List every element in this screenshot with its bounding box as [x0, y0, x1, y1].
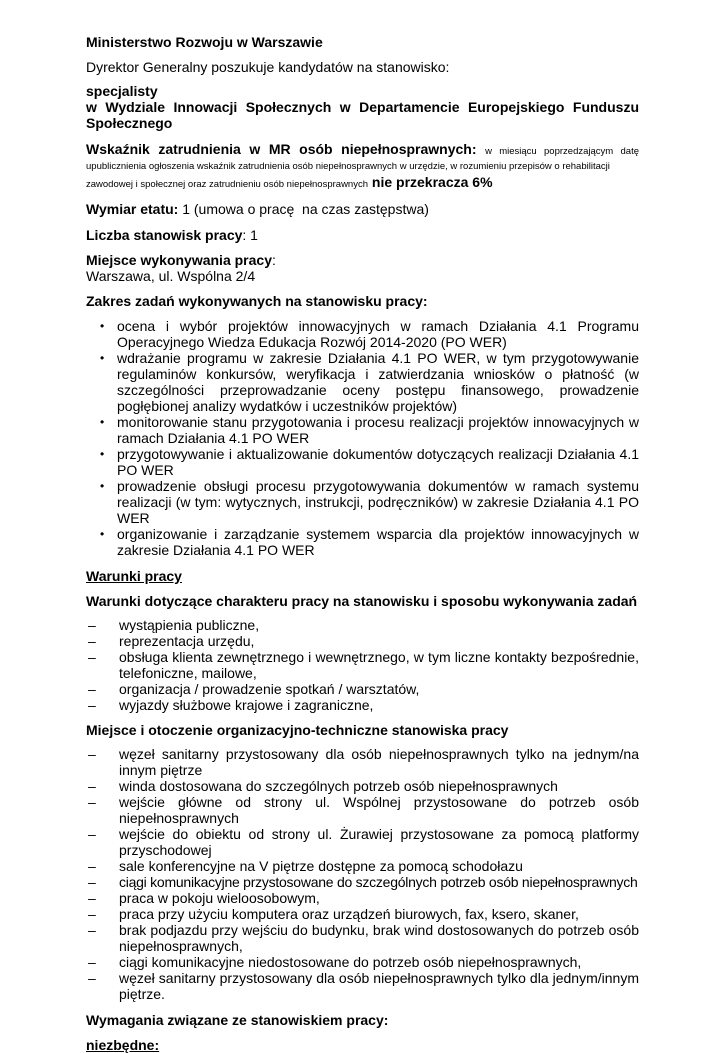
condition-text: ciągi komunikacyjne niedostosowane do potrzeb osób niepełnosprawnych,: [119, 954, 582, 970]
list-item: [86, 446, 639, 478]
list-item: [86, 617, 639, 633]
dash-icon: –: [88, 826, 96, 842]
work-place-value: Warszawa, ul. Wspólna 2/4: [86, 268, 256, 284]
work-place: [86, 252, 639, 284]
list-item: [86, 681, 639, 697]
condition-text: wystąpienia publiczne,: [119, 617, 260, 633]
dash-icon: –: [88, 649, 96, 665]
list-item: [86, 890, 639, 906]
list-item: [86, 906, 639, 922]
employment-indicator-label: Wskaźnik zatrudnienia w MR osób niepełnosprawnych:: [86, 141, 477, 157]
employment-indicator: [86, 141, 639, 192]
condition-text: sale konferencyjne na V piętrze dostępne za pomocą schodołazu: [119, 858, 523, 874]
dash-icon: –: [88, 970, 96, 986]
task-text: przygotowywanie i aktualizowanie dokumentów dotyczących realizacji Działania 4.1 PO WER: [117, 446, 639, 478]
list-item: [86, 794, 639, 826]
ministry-name: Ministerstwo Rozwoju w Warszawie: [86, 34, 323, 50]
positions-count: [86, 227, 639, 243]
dash-icon: –: [88, 778, 96, 794]
work-place-label-line: [86, 252, 639, 268]
condition-text: węzeł sanitarny przystosowany dla osób niepełnosprawnych tylko na jednym/na innym piętrze: [119, 746, 639, 778]
work-place-colon: :: [271, 252, 276, 268]
bullet-icon: •: [100, 415, 105, 429]
condition-text: węzeł sanitarny przystosowany dla osób niepełnosprawnych tylko dla jednym/innym piętrze.: [119, 970, 639, 1002]
list-item: [86, 697, 639, 713]
dash-icon: –: [88, 746, 96, 762]
list-item: [86, 478, 639, 526]
conditions-heading: Warunki pracy: [86, 568, 182, 584]
task-text: organizowanie i zarządzanie systemem wsparcia dla projektów innowacyjnych w zakresie Działania 4.1 PO WER: [117, 526, 639, 558]
list-item: [86, 649, 639, 681]
list-item: [86, 826, 639, 858]
conditions-subheading-2: Miejsce i otoczenie organizacyjno-techniczne stanowiska pracy: [86, 722, 509, 738]
dash-icon: –: [88, 681, 96, 697]
work-time: [86, 201, 639, 217]
list-item: [86, 318, 639, 350]
condition-text: praca przy użyciu komputera oraz urządzeń biurowych, fax, ksero, skaner,: [119, 906, 579, 922]
intro-text: Dyrektor Generalny poszukuje kandydatów na stanowisko:: [86, 59, 450, 75]
list-item: [86, 922, 639, 954]
dash-icon: –: [88, 617, 96, 633]
condition-text: wejście do obiektu od strony ul. Żurawiej przystosowane za pomocą platformy przyschodowej: [119, 826, 639, 858]
employment-indicator-line3: [86, 174, 639, 192]
task-text: monitorowanie stanu przygotowania i procesu realizacji projektów innowacyjnych w ramach Działania 4.1 PO WER: [117, 414, 639, 446]
work-time-value: 1 (umowa o pracę na czas zastępstwa): [178, 201, 429, 217]
employment-indicator-value: nie przekracza 6%: [371, 174, 493, 190]
bullet-icon: •: [100, 319, 105, 333]
position-department: w Wydziale Innowacji Społecznych w Departamencie Europejskiego Funduszu Społecznego: [86, 99, 639, 131]
task-text: prowadzenie obsługi procesu przygotowywania dokumentów w ramach systemu realizacji (w tym: wytycznych, instrukcji, podręczników) w zakresie Działania 4.1 PO WER: [117, 478, 639, 526]
employment-indicator-line1: [86, 141, 639, 159]
condition-text: winda dostosowana do szczególnych potrzeb osób niepełnosprawnych: [119, 778, 558, 794]
dash-icon: –: [88, 794, 96, 810]
list-item: [86, 746, 639, 778]
requirements-subheading: niezbędne:: [86, 1037, 160, 1053]
condition-text: organizacja / prowadzenie spotkań / warsztatów,: [119, 681, 420, 697]
task-text: ocena i wybór projektów innowacyjnych w ramach Działania 4.1 Programu Operacyjnego Wiedza Edukacja Rozwój 2014-2020 (PO WER): [117, 318, 639, 350]
conditions-list-1: [86, 617, 639, 713]
bullet-icon: •: [100, 479, 105, 493]
condition-text: wejście główne od strony ul. Wspólnej przystosowane do potrzeb osób niepełnosprawnych: [119, 794, 639, 826]
task-text: wdrażanie programu w zakresie Działania 4.1 PO WER, w tym przygotowywanie regulaminów konkursów, weryfikacja i zatwierdzania wniosków o płatność (w szczególności przeprowadzanie oceny postępu finansowego, prowadzenie pogłębionej analizy wydatków i uczestników projektów): [117, 350, 639, 414]
dash-icon: –: [88, 633, 96, 649]
work-place-label: Miejsce wykonywania pracy: [86, 252, 272, 268]
condition-text: wyjazdy służbowe krajowe i zagraniczne,: [119, 697, 374, 713]
list-item: [86, 778, 639, 794]
list-item: [86, 858, 639, 874]
dash-icon: –: [88, 697, 96, 713]
dash-icon: –: [88, 954, 96, 970]
list-item: [86, 954, 639, 970]
requirements-heading: Wymagania związane ze stanowiskiem pracy:: [86, 1012, 389, 1028]
positions-count-value: : 1: [242, 227, 258, 243]
condition-text: reprezentacja urzędu,: [119, 633, 255, 649]
dash-icon: –: [88, 922, 96, 938]
position-title: specjalisty: [86, 83, 158, 99]
list-item: [86, 350, 639, 414]
condition-text: praca w pokoju wieloosobowym,: [119, 890, 320, 906]
conditions-subheading-1: Warunki dotyczące charakteru pracy na stanowisku i sposobu wykonywania zadań: [86, 593, 638, 609]
condition-text: obsługa klienta zewnętrznego i wewnętrznego, w tym liczne kontakty bezpośrednie, telefoniczne, mailowe,: [119, 649, 639, 681]
dash-icon: –: [88, 858, 96, 874]
employment-indicator-text2: upublicznienia ogłoszenia wskaźnik zatrudnienia osób niepełnosprawnych w urzędzie, w rozumieniu przepisów o rehabilitacji: [86, 161, 610, 172]
dash-icon: –: [88, 874, 96, 890]
tasks-heading: Zakres zadań wykonywanych na stanowisku pracy:: [86, 293, 428, 309]
bullet-icon: •: [100, 351, 105, 365]
bullet-icon: •: [100, 447, 105, 461]
dash-icon: –: [88, 906, 96, 922]
list-item: [86, 633, 639, 649]
bullet-icon: •: [100, 527, 105, 541]
list-item: [86, 526, 639, 558]
list-item: [86, 414, 639, 446]
list-item: [86, 970, 639, 1002]
employment-indicator-text3: zawodowej i społecznej oraz zatrudnieniu osób niepełnosprawnych: [86, 179, 369, 190]
condition-text: ciągi komunikacyjne przystosowane do szczególnych potrzeb osób niepełnosprawnych: [119, 874, 638, 890]
dash-icon: –: [88, 890, 96, 906]
list-item: [86, 874, 639, 890]
tasks-list: [86, 318, 639, 558]
document-page: [86, 31, 639, 1053]
conditions-list-2: [86, 746, 639, 1002]
employment-indicator-text1: w miesiącu poprzedzającym datę: [485, 146, 639, 157]
condition-text: brak podjazdu przy wejściu do budynku, brak wind dostosowanych do potrzeb osób niepełnosprawnych,: [119, 922, 639, 954]
work-time-label: Wymiar etatu:: [86, 201, 179, 217]
position-block: [86, 83, 639, 131]
positions-count-label: Liczba stanowisk pracy: [86, 227, 243, 243]
